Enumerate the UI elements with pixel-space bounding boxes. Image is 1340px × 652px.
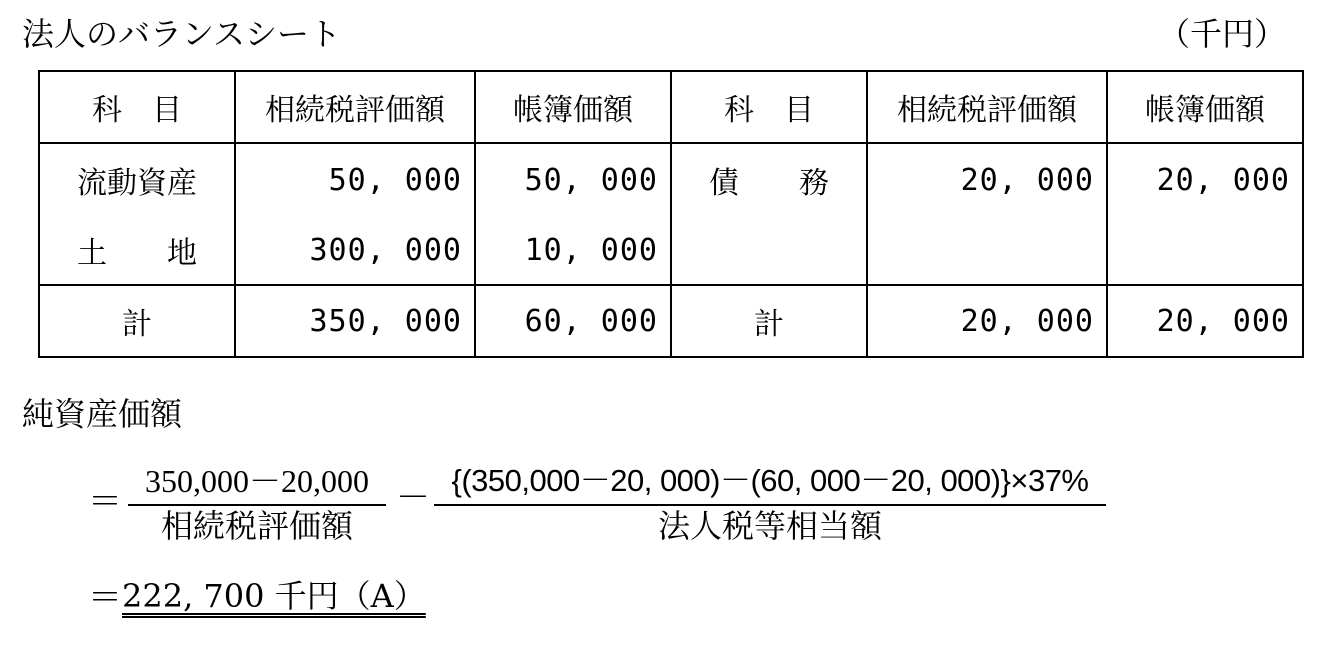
table-row (39, 216, 1303, 285)
fraction-corporate-tax (434, 462, 1106, 546)
value-cell (1107, 216, 1303, 285)
total-value-cell: 350, 000 (235, 285, 475, 357)
value-cell (867, 216, 1107, 285)
value-cell: 300, 000 (235, 216, 475, 285)
value-cell: 10, 000 (475, 216, 671, 285)
header-cell: 相続税評価額 (867, 71, 1107, 143)
fraction-numerator: 350,000－20,000 (128, 462, 386, 506)
fraction-numerator: {(350,000－20, 000)－(60, 000－20, 000)}×37% (434, 462, 1106, 506)
minus-sign: － (396, 478, 430, 518)
total-value-cell: 60, 000 (475, 285, 671, 357)
header-cell: 相続税評価額 (235, 71, 475, 143)
header-cell: 科 目 (39, 71, 235, 143)
unit-label: （千円） (1158, 15, 1287, 53)
net-asset-label: 純資産価額 (22, 395, 183, 433)
item-cell (671, 216, 867, 285)
item-cell: 債 務 (671, 143, 867, 216)
total-label-cell: 計 (671, 285, 867, 357)
value-cell: 20, 000 (867, 143, 1107, 216)
total-label-cell: 計 (39, 285, 235, 357)
item-cell: 流動資産 (39, 143, 235, 216)
balance-sheet-table (38, 70, 1304, 358)
total-value-cell: 20, 000 (1107, 285, 1303, 357)
table-total-row (39, 285, 1303, 357)
header-cell: 科 目 (671, 71, 867, 143)
value-cell: 50, 000 (475, 143, 671, 216)
fraction-evaluation (128, 462, 386, 546)
fraction-denominator: 相続税評価額 (160, 507, 353, 545)
header-cell: 帳簿価額 (1107, 71, 1303, 143)
value-cell: 20, 000 (1107, 143, 1303, 216)
header-cell: 帳簿価額 (475, 71, 671, 143)
item-cell: 土 地 (39, 216, 235, 285)
total-value-cell: 20, 000 (867, 285, 1107, 357)
table-header-row (39, 71, 1303, 143)
table-row (39, 143, 1303, 216)
fraction-denominator: 法人税等相当額 (657, 507, 882, 545)
equals-sign: ＝ (88, 482, 122, 522)
equals-sign: ＝ (88, 578, 122, 618)
result-value: 222, 700 千円（A） (122, 577, 426, 615)
page-title: 法人のバランスシート (22, 15, 342, 53)
value-cell: 50, 000 (235, 143, 475, 216)
